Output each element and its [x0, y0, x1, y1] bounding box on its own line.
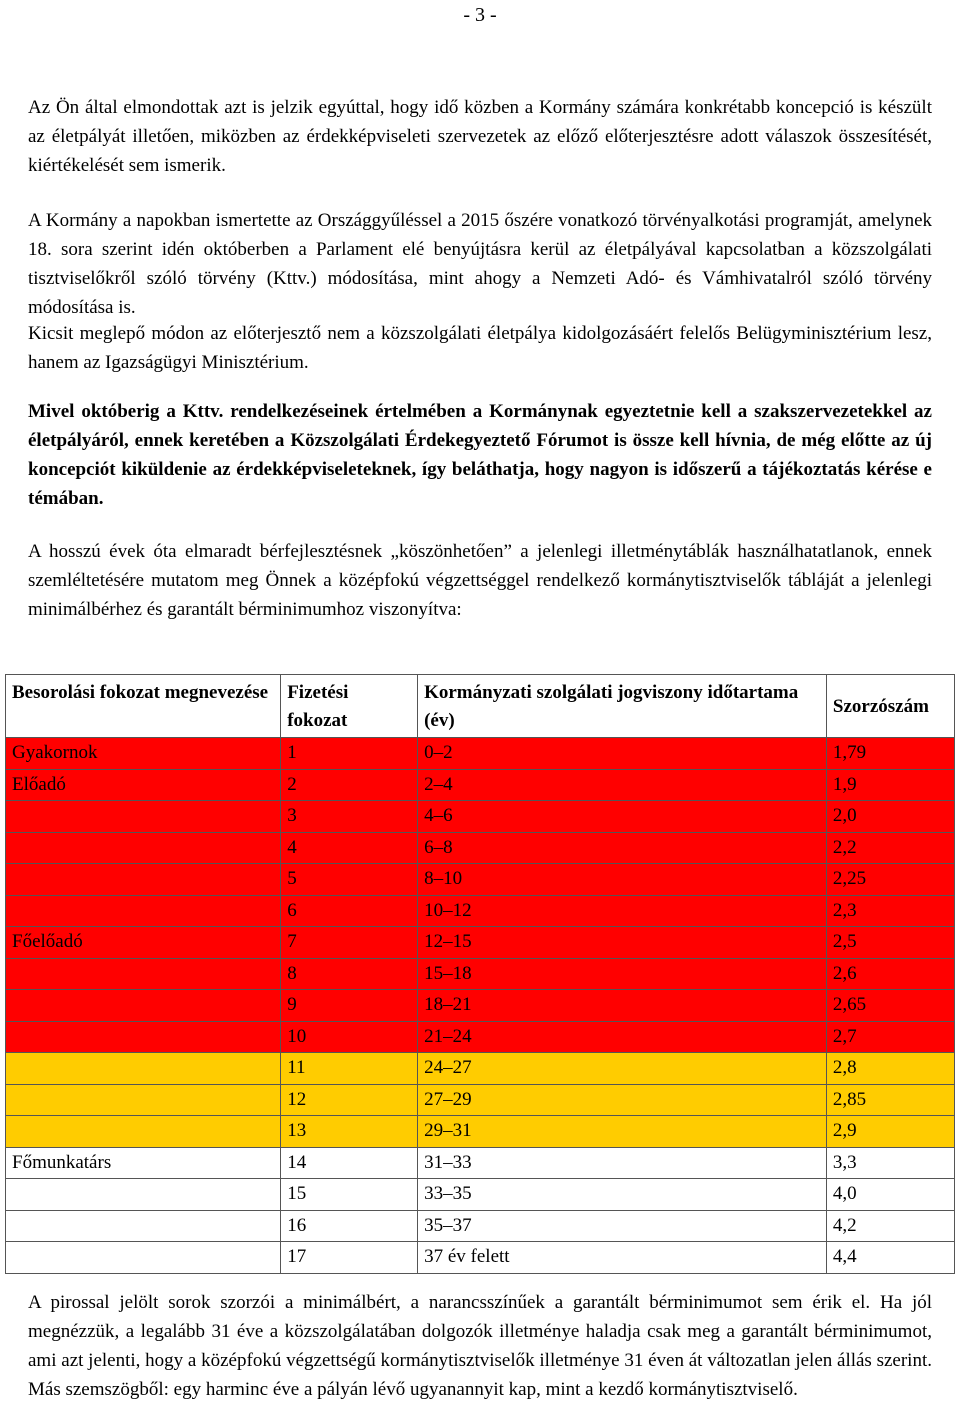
cell-years: 12–15 [418, 927, 827, 959]
cell-multiplier: 2,2 [826, 832, 954, 864]
cell-step: 1 [281, 738, 418, 770]
cell-years: 2–4 [418, 769, 827, 801]
cell-step: 3 [281, 801, 418, 833]
salary-table [5, 674, 955, 1274]
cell-step: 5 [281, 864, 418, 896]
cell-step: 4 [281, 832, 418, 864]
cell-multiplier: 2,8 [826, 1053, 954, 1085]
cell-grade [6, 832, 281, 864]
cell-multiplier: 4,2 [826, 1210, 954, 1242]
cell-grade [6, 1179, 281, 1211]
cell-years: 8–10 [418, 864, 827, 896]
cell-grade [6, 1242, 281, 1274]
header-step: Fizetési fokozat [281, 675, 418, 738]
cell-multiplier: 2,0 [826, 801, 954, 833]
table-row [6, 1147, 955, 1179]
table-row [6, 864, 955, 896]
header-multiplier: Szorzószám [826, 675, 954, 738]
cell-step: 17 [281, 1242, 418, 1274]
cell-years: 6–8 [418, 832, 827, 864]
table-row [6, 1179, 955, 1211]
cell-years: 0–2 [418, 738, 827, 770]
cell-multiplier: 1,9 [826, 769, 954, 801]
table-row [6, 1242, 955, 1274]
header-years: Kormányzati szolgálati jogviszony időtartama (év) [418, 675, 827, 738]
table-row [6, 1210, 955, 1242]
cell-step: 7 [281, 927, 418, 959]
cell-years: 27–29 [418, 1084, 827, 1116]
cell-step: 9 [281, 990, 418, 1022]
table-row [6, 1116, 955, 1148]
cell-years: 31–33 [418, 1147, 827, 1179]
cell-years: 21–24 [418, 1021, 827, 1053]
table-row [6, 895, 955, 927]
paragraph-1: Az Ön által elmondottak azt is jelzik egyúttal, hogy idő közben a Kormány számára konkrétabb koncepció is készült az életpályát illetően, miközben az érdekképviseleti szervezetek az előző előterjesztésre adott válaszok összesítését, kiértékelését sem ismerik. [28, 97, 932, 176]
cell-years: 10–12 [418, 895, 827, 927]
cell-multiplier: 1,79 [826, 738, 954, 770]
cell-grade: Főmunkatárs [6, 1147, 281, 1179]
cell-years: 18–21 [418, 990, 827, 1022]
cell-years: 35–37 [418, 1210, 827, 1242]
cell-step: 2 [281, 769, 418, 801]
cell-years: 37 év felett [418, 1242, 827, 1274]
table-row [6, 990, 955, 1022]
cell-multiplier: 3,3 [826, 1147, 954, 1179]
cell-multiplier: 2,6 [826, 958, 954, 990]
cell-grade [6, 990, 281, 1022]
cell-grade [6, 864, 281, 896]
table-row [6, 769, 955, 801]
cell-step: 8 [281, 958, 418, 990]
header-grade: Besorolási fokozat megnevezése [6, 675, 281, 738]
cell-step: 6 [281, 895, 418, 927]
paragraph-6: A pirossal jelölt sorok szorzói a minimálbért, a narancsszínűek a garantált bérminimumot sem érik el. Ha jól megnézzük, a legalább 31 éve a közszolgálatában dolgozók illetménye haladja csak meg a garantált bérminimumot, ami azt jelenti, hogy a középfokú végzettségű kormánytisztviselők illetménye 31 éven át változatlan jelen állás szerint. Más szemszögből: egy harminc éve a pályán lévő ugyanannyit kap, mint a kezdő kormánytisztviselő. [28, 1292, 932, 1400]
table-row [6, 1084, 955, 1116]
cell-step: 10 [281, 1021, 418, 1053]
page-number: - 3 - [463, 4, 497, 26]
cell-years: 33–35 [418, 1179, 827, 1211]
cell-multiplier: 2,7 [826, 1021, 954, 1053]
cell-years: 24–27 [418, 1053, 827, 1085]
paragraph-2: A Kormány a napokban ismertette az Országgyűléssel a 2015 őszére vonatkozó törvényalkotási programját, amelynek 18. sora szerint idén októberben a Parlament elé benyújtásra kerül az életpályával kapcsolatban a közszolgálati tisztviselőkről szóló törvény (Kttv.) módosítása, mint ahogy a Nemzeti Adó- és Vámhivatalról szóló törvény módosítása is. [28, 210, 932, 318]
cell-multiplier: 2,5 [826, 927, 954, 959]
table-row [6, 801, 955, 833]
cell-step: 14 [281, 1147, 418, 1179]
cell-grade [6, 895, 281, 927]
table-body [6, 738, 955, 1274]
cell-step: 12 [281, 1084, 418, 1116]
cell-multiplier: 4,0 [826, 1179, 954, 1211]
table-row [6, 738, 955, 770]
cell-grade: Főelőadó [6, 927, 281, 959]
cell-step: 15 [281, 1179, 418, 1211]
paragraph-4-bold: Mivel októberig a Kttv. rendelkezéseinek értelmében a Kormánynak egyeztetnie kell a szakszervezetekkel az életpályáról, ennek keretében a Közszolgálati Érdekegyeztető Fórumot is össze kell hívnia, de még előtte az új koncepciót kiküldenie az érdekképviseleteknek, így beláthatja, hogy nagyon is időszerű a tájékoztatás kérése e témában. [28, 401, 932, 509]
table-row [6, 958, 955, 990]
paragraph-5: A hosszú évek óta elmaradt bérfejlesztésnek „köszönhetően” a jelenlegi illetménytáblák használhatatlanok, ennek szemléltetésére mutatom meg Önnek a középfokú végzettséggel rendelkező kormánytisztviselők tábláját a jelenlegi minimálbérhez és garantált bérminimumhoz viszonyítva: [28, 541, 932, 620]
table-row [6, 832, 955, 864]
cell-years: 4–6 [418, 801, 827, 833]
cell-grade [6, 1084, 281, 1116]
paragraph-3: Kicsit meglepő módon az előterjesztő nem a közszolgálati életpálya kidolgozásáért felelős Belügyminisztérium lesz, hanem az Igazságügyi Minisztérium. [28, 323, 932, 373]
cell-grade [6, 1021, 281, 1053]
cell-multiplier: 4,4 [826, 1242, 954, 1274]
table-row [6, 1021, 955, 1053]
cell-grade [6, 1053, 281, 1085]
cell-years: 29–31 [418, 1116, 827, 1148]
cell-grade: Előadó [6, 769, 281, 801]
cell-step: 13 [281, 1116, 418, 1148]
cell-multiplier: 2,3 [826, 895, 954, 927]
cell-multiplier: 2,65 [826, 990, 954, 1022]
cell-years: 15–18 [418, 958, 827, 990]
cell-step: 16 [281, 1210, 418, 1242]
cell-multiplier: 2,85 [826, 1084, 954, 1116]
cell-step: 11 [281, 1053, 418, 1085]
table-row [6, 1053, 955, 1085]
cell-multiplier: 2,25 [826, 864, 954, 896]
table-header-row [6, 675, 955, 738]
cell-grade [6, 801, 281, 833]
cell-grade [6, 958, 281, 990]
cell-grade [6, 1116, 281, 1148]
table-row [6, 927, 955, 959]
cell-multiplier: 2,9 [826, 1116, 954, 1148]
cell-grade: Gyakornok [6, 738, 281, 770]
cell-grade [6, 1210, 281, 1242]
